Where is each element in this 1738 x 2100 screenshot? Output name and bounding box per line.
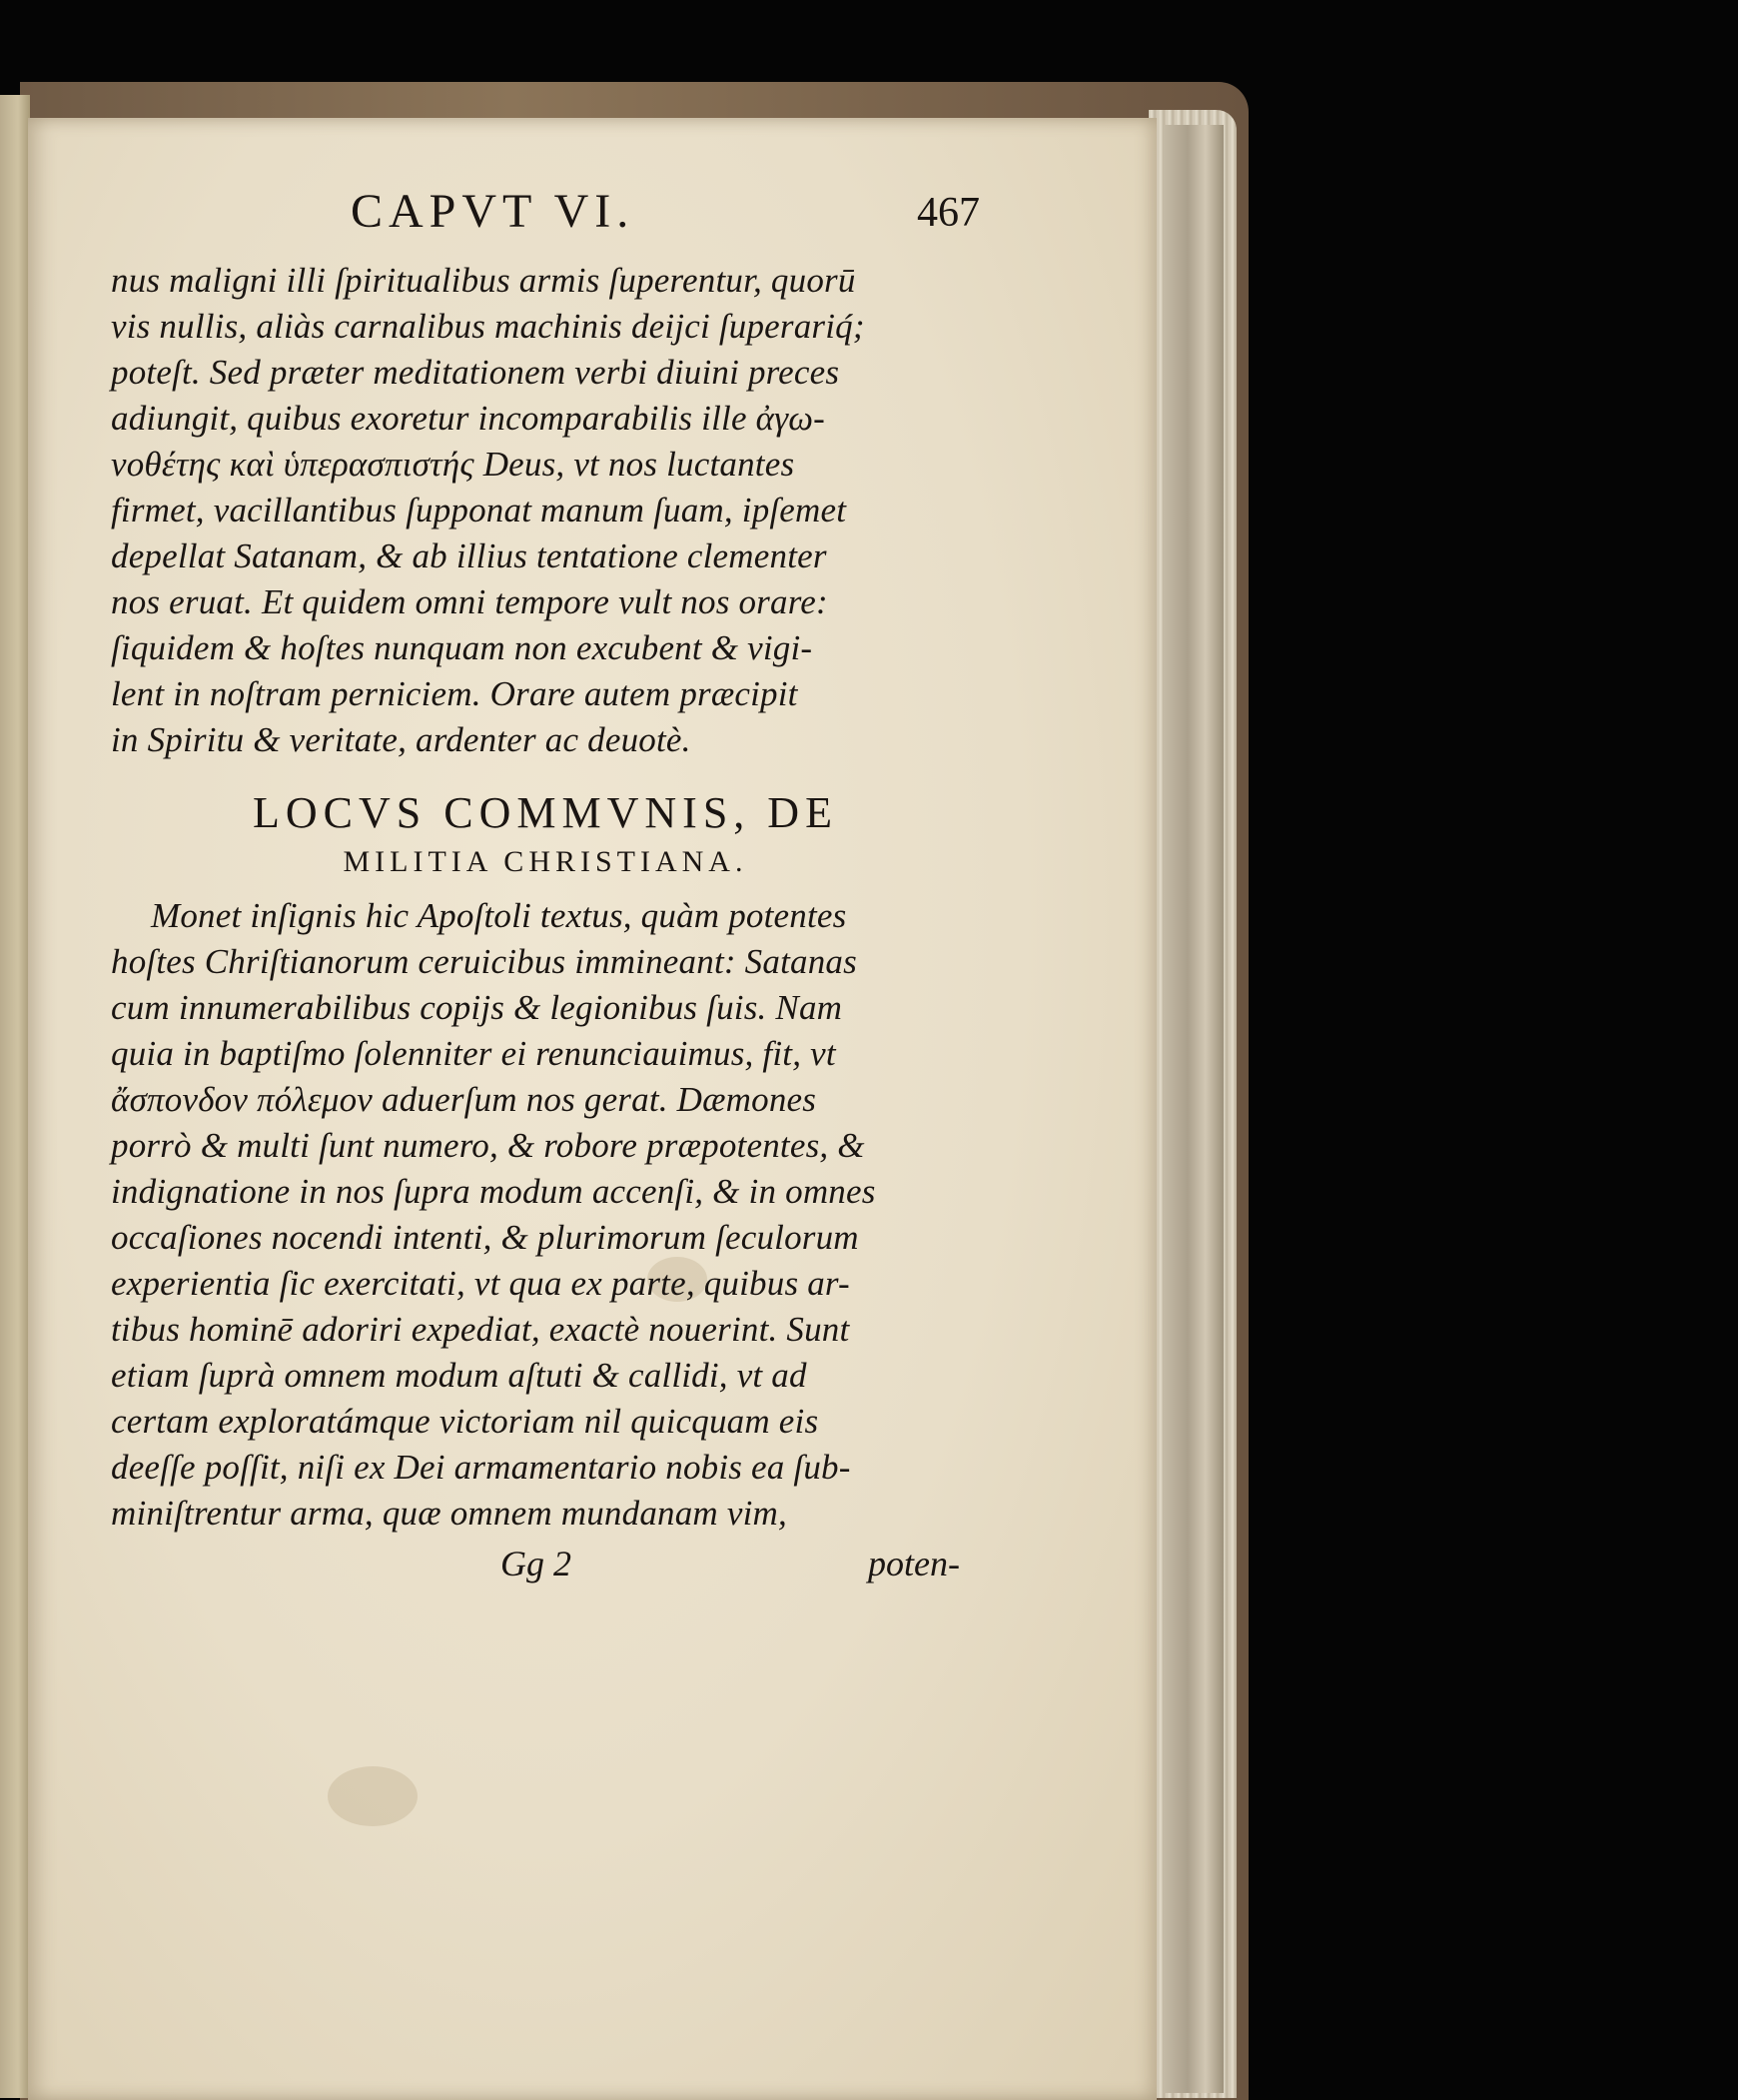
page-number: 467 <box>917 190 980 236</box>
text-line: cum innumerabilibus copijs & legionibus ſuis. Nam <box>111 988 843 1027</box>
text-line: quia in baptiſmo ſolenniter ei renunciauimus, fit, vt <box>111 1034 836 1073</box>
catchword: poten- <box>868 1544 960 1583</box>
section-heading <box>111 785 980 883</box>
page-text <box>111 185 980 1602</box>
text-line: νοθέτης καὶ ὑπερασπιστής Deus, vt nos luctantes <box>111 445 795 484</box>
fore-edge-strip <box>1164 125 1224 2093</box>
text-line: ἄσπονδον πόλεμον aduerſum nos gerat. Dæmones <box>111 1080 817 1119</box>
facing-page-edge <box>0 95 30 2098</box>
text-line: nos eruat. Et quidem omni tempore vult nos orare: <box>111 582 828 621</box>
text-line: porrò & multi ſunt numero, & robore præpotentes, & <box>111 1126 865 1165</box>
page <box>28 118 1157 2100</box>
text-line: indignatione in nos ſupra modum accenſi, & in omnes <box>111 1172 876 1211</box>
text-line: certam exploratámque victoriam nil quicquam eis <box>111 1402 819 1441</box>
text-line: adiungit, quibus exoretur incomparabilis ille ἀγω- <box>111 399 825 438</box>
text-line: experientia ſic exercitati, vt qua ex parte, quibus ar- <box>111 1264 850 1303</box>
paragraph <box>111 893 980 1537</box>
text-line: ſiquidem & hoſtes nunquam non excubent & vigi- <box>111 628 813 667</box>
text-line: tibus hominē adoriri expediat, exactè nouerint. Sunt <box>111 1310 850 1349</box>
text-line: hoſtes Chriſtianorum ceruicibus immineant: Satanas <box>111 942 857 981</box>
text-line: in Spiritu & veritate, ardenter ac deuotè. <box>111 720 691 759</box>
text-line: occaſiones nocendi intenti, & plurimorum ſeculorum <box>111 1218 859 1257</box>
section-title: LOCVS COMMVNIS, DE <box>253 788 838 837</box>
text-line: firmet, vacillantibus ſupponat manum ſuam, ipſemet <box>111 491 847 529</box>
text-line: lent in noſtram perniciem. Orare autem præcipit <box>111 674 798 713</box>
page-header <box>111 185 980 258</box>
text-line: nus maligni illi ſpiritualibus armis ſuperentur, quorū <box>111 261 856 300</box>
page-footer <box>111 1543 980 1602</box>
text-line: depellat Satanam, & ab illius tentatione clementer <box>111 536 827 575</box>
text-line: miniſtrentur arma, quæ omnem mundanam vim, <box>111 1494 787 1533</box>
signature-mark: Gg 2 <box>500 1544 571 1583</box>
text-line: poteſt. Sed præter meditationem verbi diuini preces <box>111 353 840 392</box>
running-head: CAPVT VI. <box>351 185 635 238</box>
paragraph-continued <box>111 258 980 763</box>
text-line: vis nullis, aliàs carnalibus machinis deijci ſuperariq́; <box>111 307 865 346</box>
foxing-spot <box>328 1766 418 1826</box>
section-subtitle: MILITIA CHRISTIANA. <box>343 845 748 878</box>
text-line: Monet inſignis hic Apoſtoli textus, quàm potentes <box>151 896 847 935</box>
text-line: deeſſe poſſit, niſi ex Dei armamentario nobis ea ſub- <box>111 1448 851 1487</box>
text-line: etiam ſuprà omnem modum aſtuti & callidi, vt ad <box>111 1356 807 1395</box>
